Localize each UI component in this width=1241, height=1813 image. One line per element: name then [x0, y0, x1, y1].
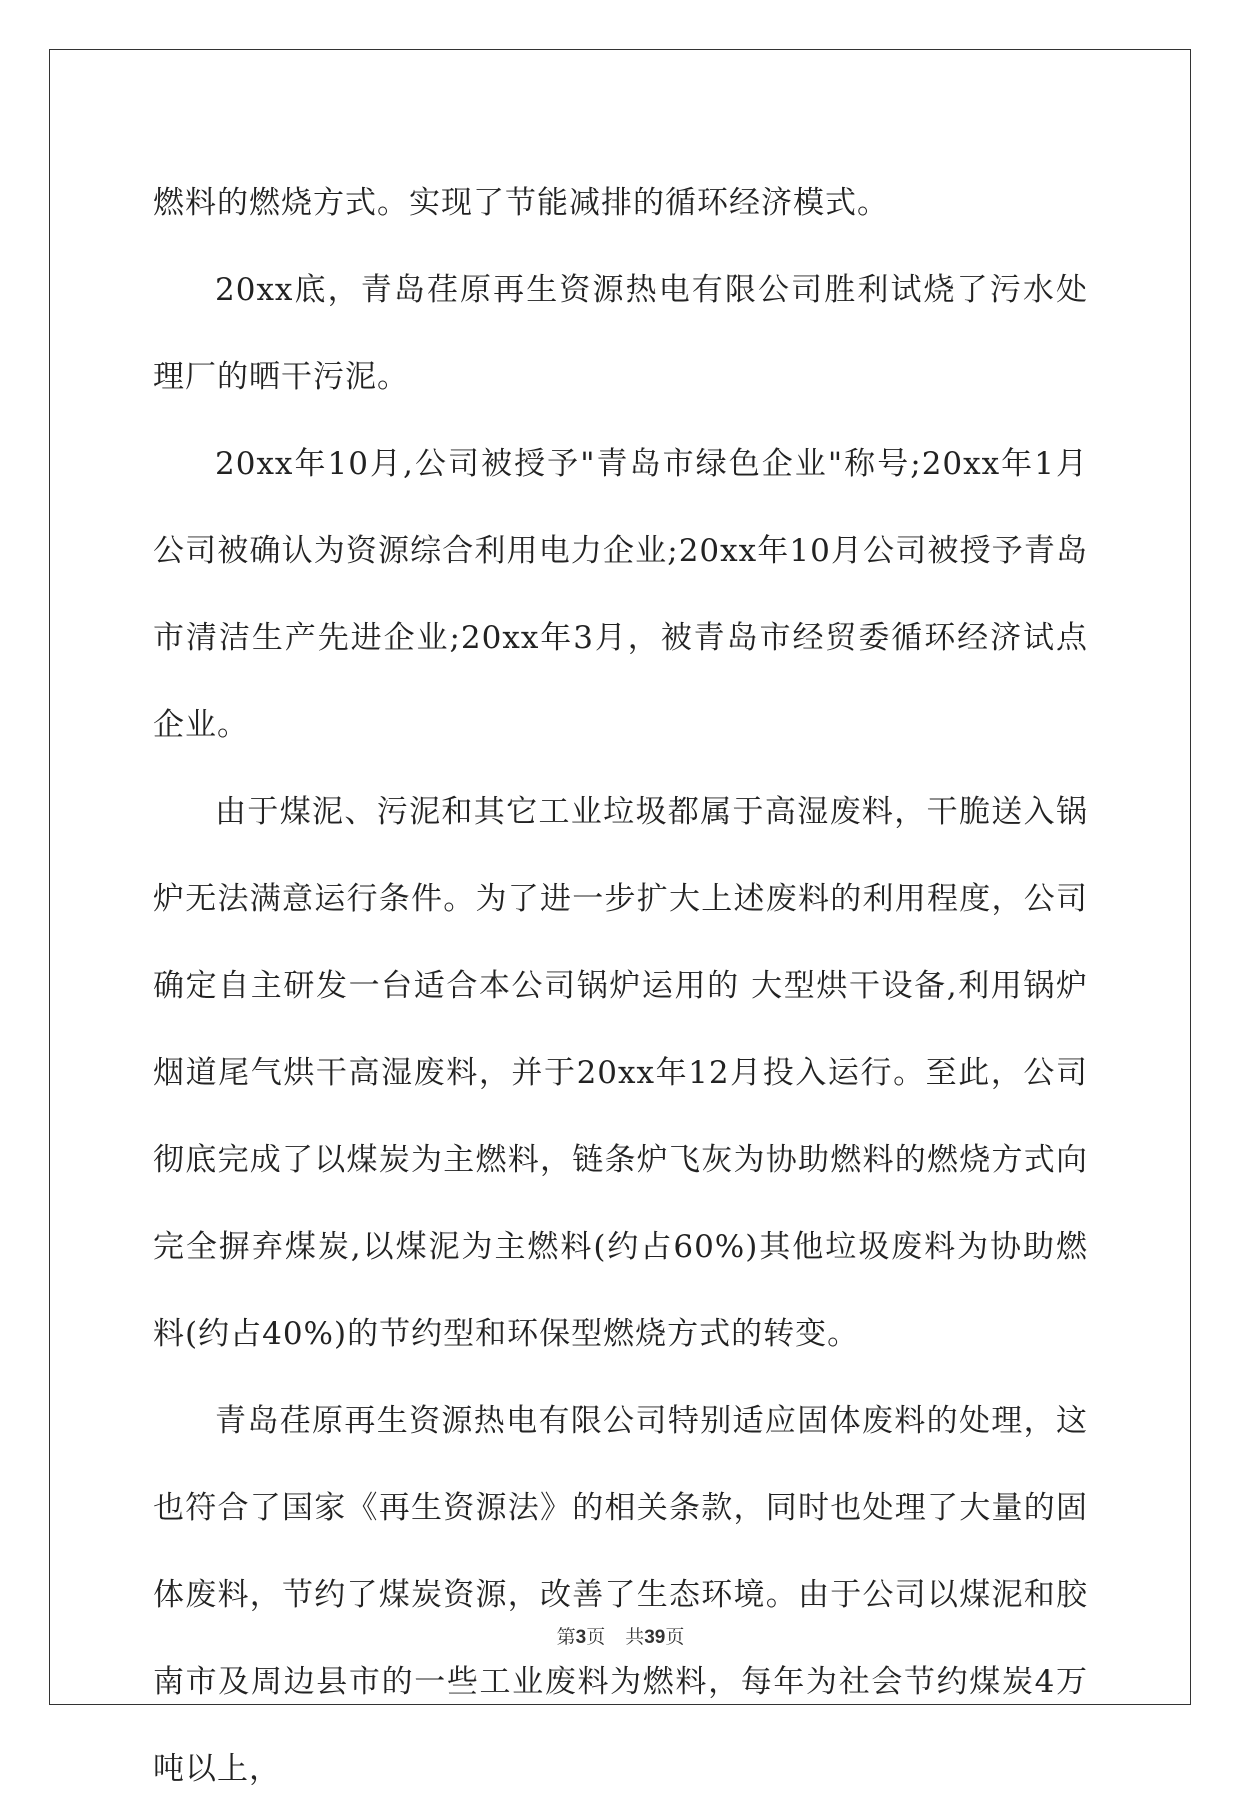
- paragraph-5: 青岛荏原再生资源热电有限公司特别适应固体废料的处理，这也符合了国家《再生资源法》的相关条款，同时也处理了大量的固体废料，节约了煤炭资源，改善了生态环境。由于公司以煤泥和胶南市及周边县市的一些工业废料为燃料，每年为社会节约煤炭4万吨以上，: [153, 1403, 1088, 1787]
- document-body: [153, 160, 1088, 1813]
- paragraph-2: 20xx底，青岛荏原再生资源热电有限公司胜利试烧了污水处理厂的晒干污泥。: [153, 272, 1088, 395]
- paragraph-4: 由于煤泥、污泥和其它工业垃圾都属于高湿废料，干脆送入锅炉无法满意运行条件。为了进一步扩大上述废料的利用程度，公司确定自主研发一台适合本公司锅炉运用的 大型烘干设备,利用锅炉烟道尾气烘干高湿废料，并于20xx年12月投入运行。至此，公司彻底完成了以煤炭为主燃料，链条炉飞灰为协助燃料的燃烧方式向完全摒弃煤炭,以煤泥为主燃料(约占60%)其他垃圾废料为协助燃料(约占40%)的节约型和环保型燃烧方式的转变。: [153, 794, 1088, 1352]
- page-footer: [0, 1622, 1241, 1649]
- footer-page-prefix: 第: [556, 1626, 576, 1648]
- paragraph-1: 燃料的燃烧方式。实现了节能减排的循环经济模式。: [153, 185, 889, 221]
- footer-page-total: 39: [644, 1627, 666, 1648]
- footer-page-current: 3: [575, 1627, 587, 1648]
- footer-total-unit: 页: [665, 1626, 685, 1648]
- paragraph-3: 20xx年10月,公司被授予"青岛市绿色企业"称号;20xx年1月公司被确认为资源综合利用电力企业;20xx年10月公司被授予青岛市清洁生产先进企业;20xx年3月，被青岛市经贸委循环经济试点企业。: [153, 446, 1088, 743]
- footer-page-unit: 页: [586, 1626, 606, 1648]
- footer-total-prefix: 共: [625, 1626, 645, 1648]
